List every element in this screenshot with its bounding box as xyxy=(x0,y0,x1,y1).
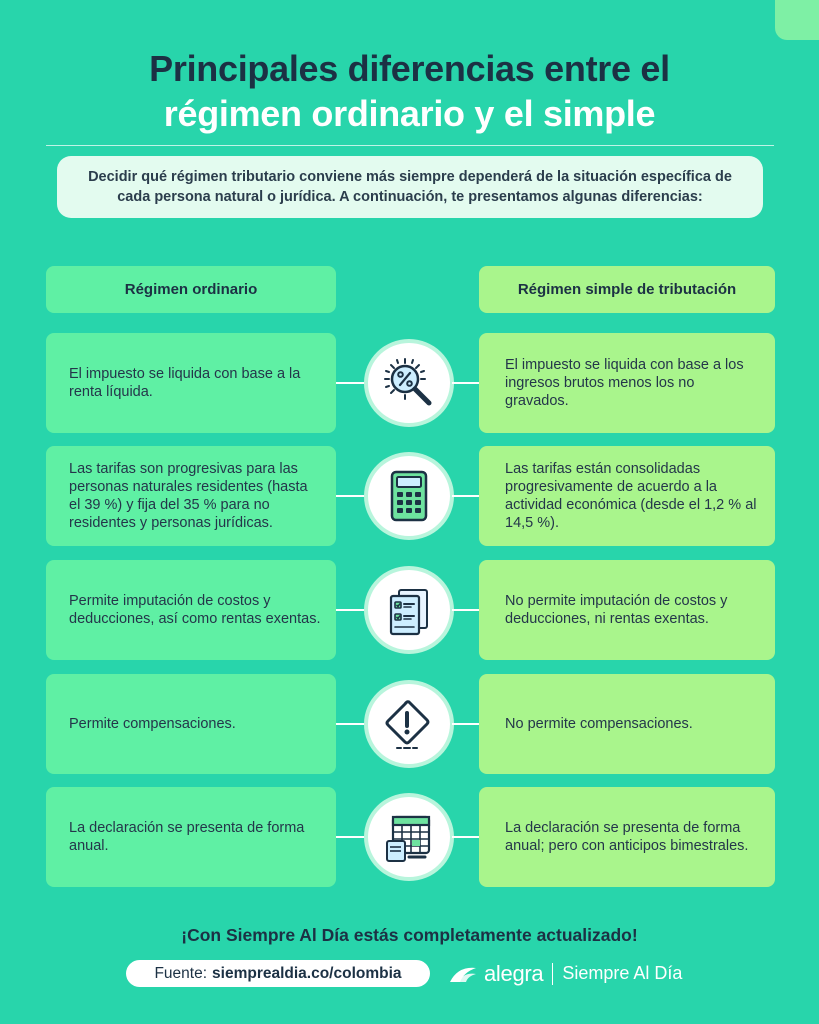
ordinario-card xyxy=(46,787,336,887)
simple-card xyxy=(479,333,775,433)
title-divider xyxy=(46,145,774,146)
simple-text: No permite compensaciones. xyxy=(505,716,693,732)
source-badge xyxy=(126,960,430,987)
connector-line xyxy=(452,723,479,725)
simple-text: El impuesto se liquida con base a los ingresos brutos menos los no gravados. xyxy=(505,357,744,409)
icon-circle xyxy=(364,452,454,540)
icon-circle xyxy=(364,339,454,427)
comparison-row xyxy=(0,333,819,433)
comparison-row xyxy=(0,560,819,660)
connector-line xyxy=(336,723,366,725)
warning-icon xyxy=(381,696,437,752)
ordinario-text: El impuesto se liquida con base a la renta líquida. xyxy=(69,366,301,400)
connector-line xyxy=(336,495,366,497)
simple-text: La declaración se presenta de forma anual; pero con anticipos bimestrales. xyxy=(505,820,749,854)
column-header-simple: Régimen simple de tributación xyxy=(479,266,775,313)
calculator-icon xyxy=(381,468,437,524)
icon-circle xyxy=(364,566,454,654)
connector-line xyxy=(336,609,366,611)
connector-line xyxy=(336,382,366,384)
ordinario-text: Permite compensaciones. xyxy=(69,716,236,732)
percent-magnifier-icon xyxy=(381,355,437,411)
ordinario-text: La declaración se presenta de forma anual. xyxy=(69,820,305,854)
comparison-row xyxy=(0,787,819,887)
ordinario-text: Permite imputación de costos y deducciones, así como rentas exentas. xyxy=(69,593,321,627)
calendar-declaration-icon xyxy=(381,809,437,865)
connector-line xyxy=(452,609,479,611)
ordinario-card xyxy=(46,333,336,433)
connector-line xyxy=(452,382,479,384)
simple-text: No permite imputación de costos y deducciones, ni rentas exentas. xyxy=(505,593,728,627)
ordinario-text: Las tarifas son progresivas para las personas naturales residentes (hasta el 39 %) y fija del 35 % para no residentes y personas jurídicas. xyxy=(69,461,308,531)
comparison-row xyxy=(0,674,819,774)
corner-tab xyxy=(775,0,819,40)
title-line-2: régimen ordinario y el simple xyxy=(163,93,656,134)
ordinario-card xyxy=(46,446,336,546)
connector-line xyxy=(452,495,479,497)
column-header-ordinario: Régimen ordinario xyxy=(46,266,336,313)
source-link[interactable]: siemprealdia.co/colombia xyxy=(212,964,402,982)
ordinario-card xyxy=(46,560,336,660)
simple-text: Las tarifas están consolidadas progresivamente de acuerdo a la actividad económica (desde el 1,2 % al 14,5 %). xyxy=(505,461,757,531)
connector-line xyxy=(336,836,366,838)
simple-card xyxy=(479,560,775,660)
alegra-logo-icon xyxy=(448,964,478,984)
title-line-1: Principales diferencias entre el xyxy=(149,48,670,89)
footer-tagline: ¡Con Siempre Al Día estás completamente actualizado! xyxy=(181,925,638,945)
icon-circle xyxy=(364,793,454,881)
simple-card xyxy=(479,446,775,546)
brand-siempre-al-dia: Siempre Al Día xyxy=(562,963,683,983)
intro-text: Decidir qué régimen tributario conviene más siempre dependerá de la situación específica de cada persona natural o jurídica. A continuación, te presentamos algunas diferencias: xyxy=(57,156,763,218)
simple-card xyxy=(479,674,775,774)
brand-separator xyxy=(552,963,553,985)
connector-line xyxy=(452,836,479,838)
ordinario-card xyxy=(46,674,336,774)
page-title xyxy=(0,46,819,136)
source-label: Fuente: xyxy=(154,964,208,982)
icon-circle xyxy=(364,680,454,768)
checklist-documents-icon xyxy=(381,582,437,638)
brand-logo xyxy=(448,960,682,987)
simple-card xyxy=(479,787,775,887)
comparison-row xyxy=(0,446,819,546)
brand-alegra: alegra xyxy=(484,960,544,986)
